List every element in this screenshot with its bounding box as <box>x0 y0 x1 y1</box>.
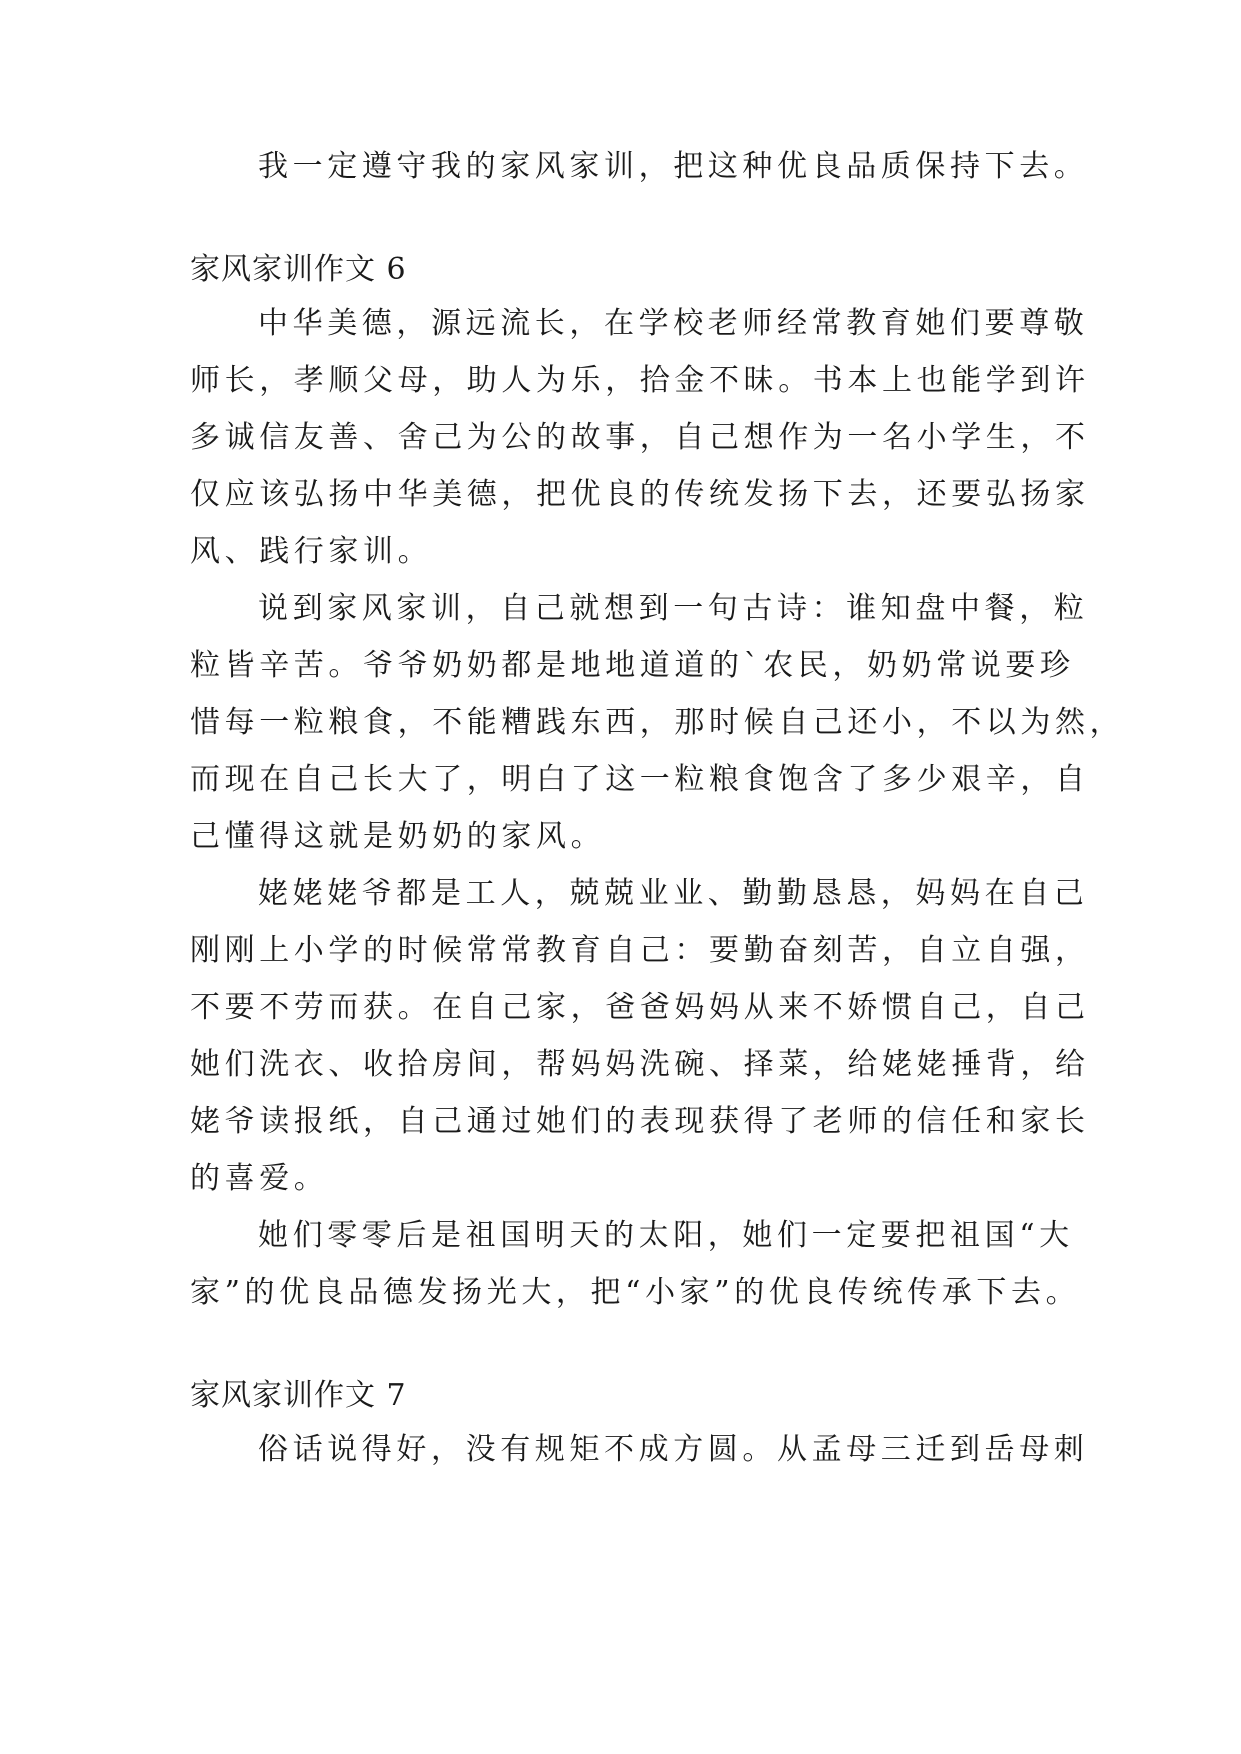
paragraph-line: 惜每一粒粮食，不能糟践东西，那时候自己还小，不以为然， <box>190 705 1125 740</box>
paragraph-line: 刚刚上小学的时候常常教育自己：要勤奋刻苦，自立自强， <box>190 933 1090 968</box>
section-heading-7: 家风家训作文 7 <box>190 1378 407 1413</box>
paragraph-line: 粒皆辛苦。爷爷奶奶都是地地道道的`农民，奶奶常说要珍 <box>190 648 1075 683</box>
paragraph-line: 不要不劳而获。在自己家，爸爸妈妈从来不娇惯自己，自己 <box>190 990 1090 1025</box>
paragraph-line: 姥爷读报纸，自己通过她们的表现获得了老师的信任和家长 <box>190 1104 1090 1139</box>
paragraph-line: 家”的优良品德发扬光大，把“小家”的优良传统传承下去。 <box>190 1275 1081 1310</box>
paragraph-line: 仅应该弘扬中华美德，把优良的传统发扬下去，还要弘扬家 <box>190 477 1090 512</box>
paragraph-line: 说到家风家训，自己就想到一句古诗：谁知盘中餐，粒 <box>258 591 1089 626</box>
paragraph-line: 而现在自己长大了，明白了这一粒粮食饱含了多少艰辛，自 <box>190 762 1090 797</box>
paragraph-line: 风、践行家训。 <box>190 534 433 569</box>
paragraph-line: 姥姥姥爷都是工人，兢兢业业、勤勤恳恳，妈妈在自己 <box>258 876 1089 911</box>
paragraph-line: 多诚信友善、舍己为公的故事，自己想作为一名小学生，不 <box>190 420 1090 455</box>
paragraph-line: 俗话说得好，没有规矩不成方圆。从孟母三迁到岳母刺 <box>258 1432 1089 1467</box>
paragraph-line: 我一定遵守我的家风家训，把这种优良品质保持下去。 <box>258 149 1089 184</box>
paragraph-line: 她们洗衣、收拾房间，帮妈妈洗碗、择菜，给姥姥捶背，给 <box>190 1047 1090 1082</box>
paragraph-line: 的喜爱。 <box>190 1161 329 1196</box>
paragraph-line: 她们零零后是祖国明天的太阳，她们一定要把祖国“大 <box>258 1218 1074 1253</box>
paragraph-line: 师长，孝顺父母，助人为乐，拾金不昧。书本上也能学到许 <box>190 363 1090 398</box>
paragraph-line: 中华美德，源远流长，在学校老师经常教育她们要尊敬 <box>258 306 1089 341</box>
section-heading-6: 家风家训作文 6 <box>190 252 407 287</box>
paragraph-line: 己懂得这就是奶奶的家风。 <box>190 819 606 854</box>
